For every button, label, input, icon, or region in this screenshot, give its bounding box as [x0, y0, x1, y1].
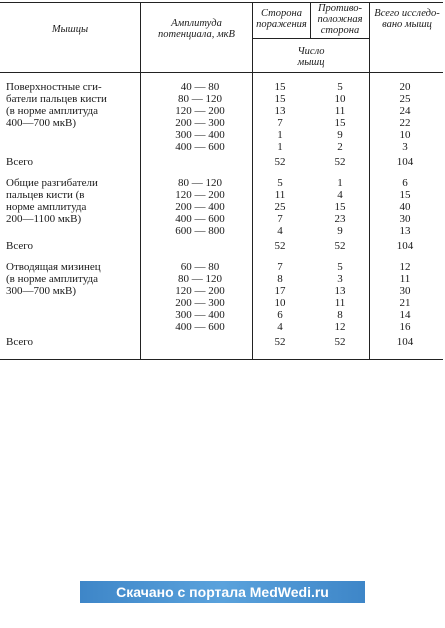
group-3-affected: [265, 262, 295, 333]
group-1-sum-affected: 52: [274, 156, 286, 168]
amplitude-cell: 400 — 600: [175, 212, 225, 225]
group-2-total: [390, 178, 420, 238]
affected-cell: 8: [277, 272, 283, 285]
opposite-cell: 9: [337, 224, 343, 237]
total-cell: 10: [399, 128, 411, 141]
amplitude-cell: 600 — 800: [175, 224, 225, 237]
col-divider-1: [140, 2, 141, 359]
amplitude-cell: 300 — 400: [175, 128, 225, 141]
amplitude-cell: 120 — 200: [175, 188, 225, 201]
amplitude-cell: 120 — 200: [175, 104, 225, 117]
total-cell: 16: [399, 320, 411, 333]
amplitude-cell: 300 — 400: [175, 308, 225, 321]
affected-cell: 25: [274, 200, 286, 213]
opposite-cell: 1: [337, 177, 343, 189]
affected-cell: 15: [274, 92, 286, 105]
group-1-total-label: Всего: [6, 156, 33, 168]
watermark-banner: Скачано с портала MedWedi.ru: [80, 581, 365, 603]
group-3-amplitudes: [160, 262, 240, 333]
amplitude-cell: 80 — 120: [178, 92, 222, 105]
group-1-opposite: [325, 82, 355, 153]
opposite-cell: 8: [337, 308, 343, 321]
group-3-sum-opposite: 52: [334, 336, 346, 348]
header-total-examined: Всего исследо-вано мышц: [374, 8, 440, 30]
amplitude-cell: 40 — 80: [180, 81, 220, 93]
affected-cell: 1: [277, 140, 283, 153]
opposite-cell: 12: [334, 320, 346, 333]
amplitude-cell: 120 — 200: [175, 284, 225, 297]
total-cell: 14: [399, 308, 411, 321]
total-cell: 20: [399, 81, 411, 93]
group-2-name: [6, 178, 98, 226]
opposite-cell: 15: [334, 116, 346, 129]
total-cell: 21: [399, 296, 411, 309]
group-2-affected: [265, 178, 295, 238]
group-1-affected: [265, 82, 295, 153]
header-number-of-muscles: Число мышц: [297, 46, 325, 68]
opposite-cell: 5: [337, 81, 343, 93]
opposite-cell: 15: [334, 200, 346, 213]
opposite-cell: 11: [334, 104, 346, 117]
affected-cell: 4: [277, 320, 283, 333]
group-name-line: 300—700 мкВ): [6, 284, 77, 297]
affected-cell: 4: [277, 224, 283, 237]
amplitude-cell: 200 — 400: [175, 200, 225, 213]
subheader-rule: [252, 38, 369, 39]
total-cell: 11: [399, 272, 411, 285]
amplitude-cell: 200 — 300: [175, 116, 225, 129]
group-3-name: [6, 262, 101, 298]
affected-cell: 17: [274, 284, 286, 297]
opposite-cell: 2: [337, 140, 343, 153]
total-cell: 6: [402, 177, 408, 189]
header-affected-side: Сторона поражения: [256, 8, 307, 30]
opposite-cell: 9: [337, 128, 343, 141]
opposite-cell: 3: [337, 272, 343, 285]
affected-cell: 10: [274, 296, 286, 309]
opposite-cell: 4: [337, 188, 343, 201]
total-cell: 40: [399, 200, 411, 213]
affected-cell: 15: [274, 81, 286, 93]
opposite-cell: 10: [334, 92, 346, 105]
affected-cell: 6: [277, 308, 283, 321]
total-cell: 12: [399, 261, 411, 273]
header-bottom-rule: [0, 72, 443, 73]
amplitude-cell: 80 — 120: [178, 272, 222, 285]
group-1-amplitudes: [160, 82, 240, 153]
group-1-sum-total: 104: [396, 156, 414, 168]
opposite-cell: 13: [334, 284, 346, 297]
table-bottom-rule: [0, 359, 443, 360]
amplitude-cell: 400 — 600: [175, 320, 225, 333]
group-name-line: батели пальцев кисти: [6, 92, 107, 105]
group-2-sum-total: 104: [396, 240, 414, 252]
header-amplitude: Амплитуда потенциала, мкВ: [158, 18, 235, 40]
header-opposite-side: Противо-положная сторона: [317, 3, 363, 36]
opposite-cell: 23: [334, 212, 346, 225]
group-1-total: [390, 82, 420, 153]
total-cell: 30: [399, 284, 411, 297]
col-divider-2: [252, 2, 253, 359]
total-cell: 22: [399, 116, 411, 129]
amplitude-cell: 60 — 80: [180, 261, 220, 273]
opposite-cell: 11: [334, 296, 346, 309]
group-3-opposite: [325, 262, 355, 333]
group-3-total: [390, 262, 420, 333]
total-cell: 25: [399, 92, 411, 105]
group-name-line: Поверхностные сги-: [6, 81, 102, 93]
header-muscles: Мышцы: [51, 24, 89, 35]
total-cell: 3: [402, 140, 408, 153]
total-cell: 15: [399, 188, 411, 201]
group-3-sum-affected: 52: [274, 336, 286, 348]
group-name-line: (в норме амплитуда: [6, 272, 98, 285]
group-2-total-label: Всего: [6, 240, 33, 252]
group-name-line: 400—700 мкВ): [6, 116, 77, 129]
group-name-line: (в норме амплитуда: [6, 104, 98, 117]
affected-cell: 1: [277, 128, 283, 141]
group-2-amplitudes: [160, 178, 240, 238]
group-2-sum-affected: 52: [274, 240, 286, 252]
affected-cell: 5: [277, 177, 283, 189]
affected-cell: 11: [274, 188, 286, 201]
group-3-sum-total: 104: [396, 336, 414, 348]
group-2-opposite: [325, 178, 355, 238]
total-cell: 24: [399, 104, 411, 117]
group-name-line: 200—1100 мкВ): [6, 212, 82, 225]
group-3-total-label: Всего: [6, 336, 33, 348]
amplitude-cell: 400 — 600: [175, 140, 225, 153]
affected-cell: 7: [277, 212, 283, 225]
col-divider-4: [369, 2, 370, 359]
total-cell: 13: [399, 224, 411, 237]
opposite-cell: 5: [337, 261, 343, 273]
group-1-sum-opposite: 52: [334, 156, 346, 168]
affected-cell: 13: [274, 104, 286, 117]
group-name-line: Общие разгибатели: [6, 177, 98, 189]
group-name-line: норме амплитуда: [6, 200, 87, 213]
group-name-line: пальцев кисти (в: [6, 188, 85, 201]
amplitude-cell: 80 — 120: [178, 177, 222, 189]
affected-cell: 7: [277, 116, 283, 129]
group-2-sum-opposite: 52: [334, 240, 346, 252]
total-cell: 30: [399, 212, 411, 225]
group-name-line: Отводящая мизинец: [6, 261, 101, 273]
affected-cell: 7: [277, 261, 283, 273]
group-1-name: [6, 82, 107, 130]
amplitude-cell: 200 — 300: [175, 296, 225, 309]
table-top-rule: [0, 2, 443, 3]
